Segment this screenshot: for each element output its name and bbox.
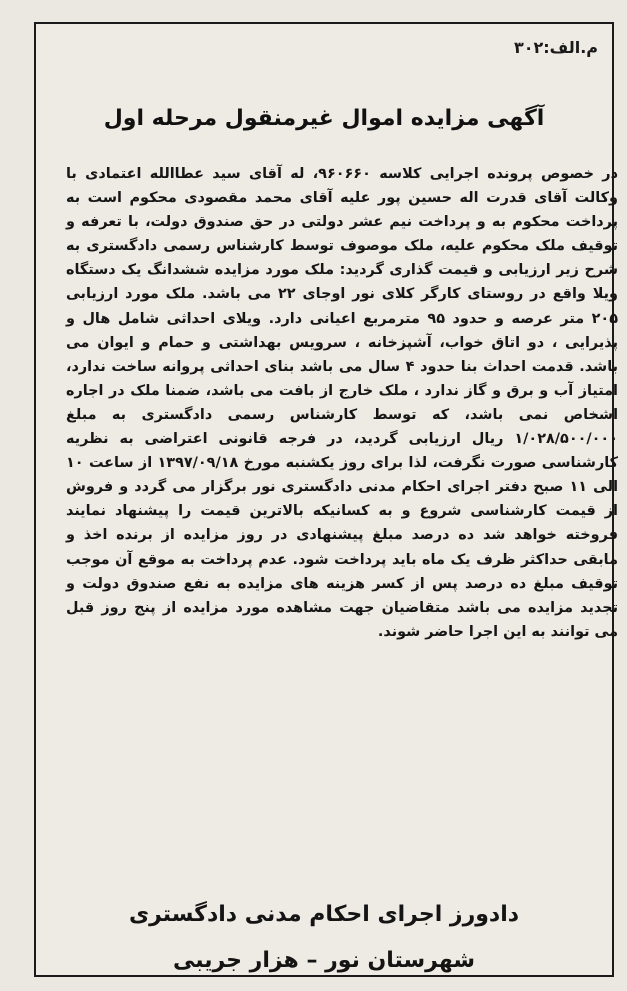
notice-body-paragraph: در خصوص پرونده اجرایی کلاسه ۹۶۰۶۶۰، له آقای سید عطاالله اعتمادی با وکالت آقای قدرت اله حسین پور علیه آقای محمد مقصودی محکوم است به پرداخت محکوم به و پرداخت نیم عشر دولتی در حق صندوق دولت، با تعرفه و توقیف ملک محکوم علیه، ملک موصوف توسط کارشناس رسمی دادگستری به شرح زیر ارزیابی و قیمت گذاری گردید: ملک مورد مزایده ششدانگ یک دستگاه ویلا واقع در روستای کارگر کلای نور اوجای ۲۲ می باشد. ملک مورد ارزیابی ۲۰۵ متر عرصه و حدود ۹۵ مترمربع اعیانی دارد. ویلای احداثی شامل هال و پذیرایی ، دو اتاق خواب، آشپزخانه ، سرویس بهداشتی و حمام و ایوان می باشد. قدمت احداث بنا حدود ۴ سال می باشد بنای احداثی پروانه ساخت ندارد، امتیاز آب و برق و گاز ندارد ، ملک خارج از بافت می باشد، ضمنا ملک در اجاره اشخاص نمی باشد، که توسط کارشناس رسمی دادگستری به مبلغ ۱/۰۲۸/۵۰۰/۰۰۰ ریال ارزیابی گردید، در فرجه قانونی اعتراضی به نظریه کارشناسی صورت نگرفت، لذا برای روز یکشنبه مورخ ۱۳۹۷/۰۹/۱۸ از ساعت ۱۰ الی ۱۱ صبح دفتر اجرای احکام مدنی دادگستری نور برگزار می گردد و فروش از قیمت کارشناسی شروع و به کسانیکه بالاترین قیمت را پیشنهاد نمایند فروخته خواهد شد ده درصد مبلغ پیشنهادی در روز مزایده از برنده اخذ و مابقی حداکثر ظرف یک ماه باید پرداخت شود. عدم پرداخت به موقع آن موجب توقیف مبلغ ده درصد پس از کسر هزینه های مزایده به نفع صندوق دولت و تجدید مزایده می باشد متقاضیان جهت مشاهده مورد مزایده از پنج روز قبل می توانند به این اجرا حاضر شوند. — [66, 166, 619, 640]
signature-line-2: شهرستان نور – هزار جریبی — [172, 948, 476, 973]
notice-title: آگهی مزایده اموال غیرمنقول مرحله اول — [103, 106, 545, 131]
notice-body — [66, 162, 618, 644]
notice-frame — [34, 22, 619, 977]
reference-number: م.الف:۳۰۲ — [513, 38, 598, 57]
signature-line-1: دادورز اجرای احکام مدنی دادگستری — [128, 902, 520, 927]
